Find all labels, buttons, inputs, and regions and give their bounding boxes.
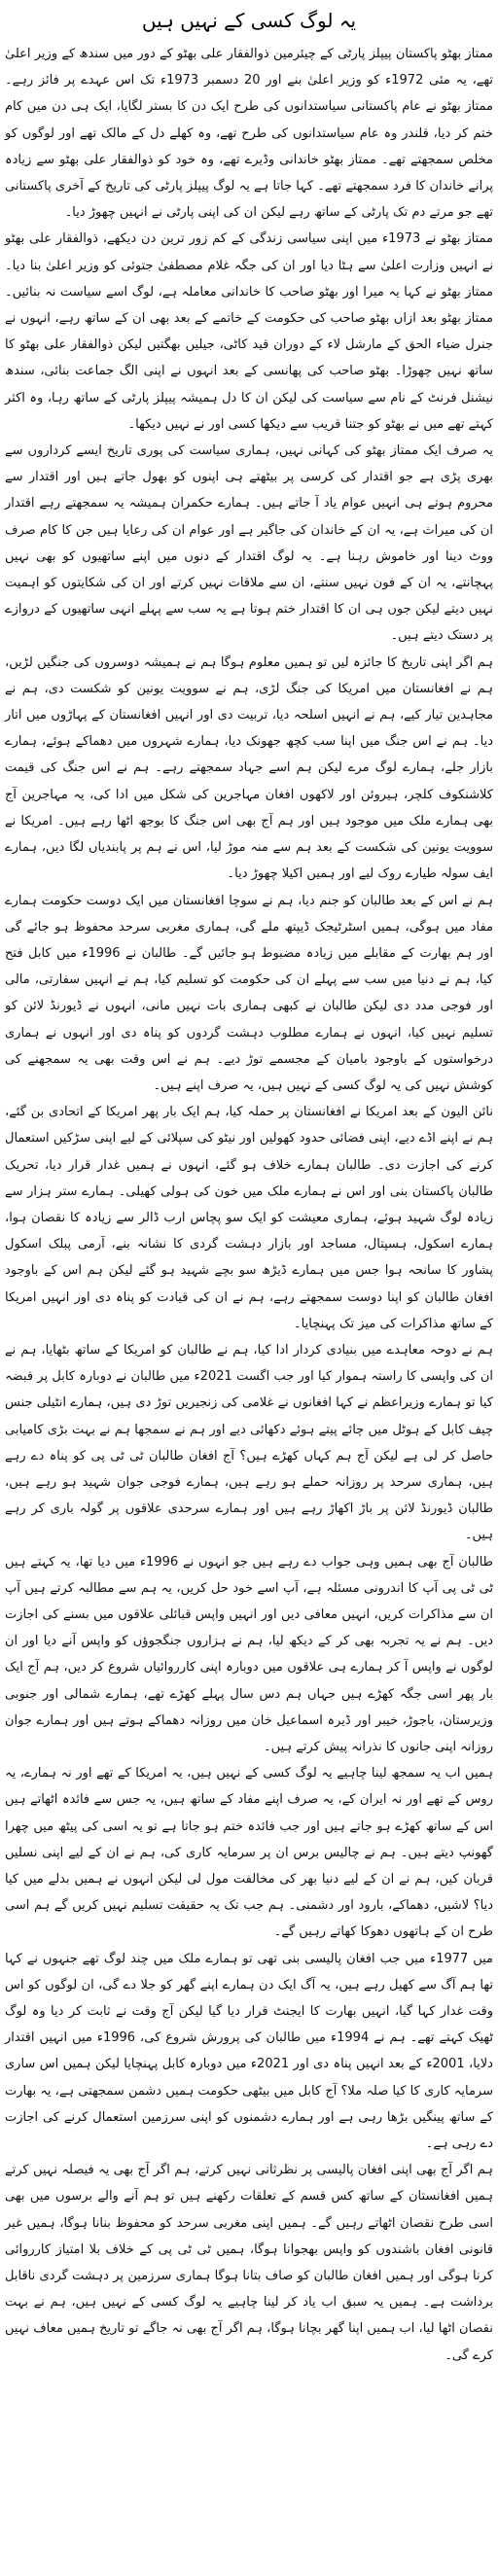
article-paragraph: طالبان آج بھی ہمیں وہی جواب دے رہے ہیں جو انہوں نے 1996ء میں دیا تھا، یہ کہتے ہیں ٹی ٹی پی آپ کا اندرونی مسئلہ ہے، آپ اسے خود حل کریں، یہ ہم سے مطالبہ کرتے ہیں آپ ان سے مذاکرات کریں، انہیں معافی دیں اور انہیں واپس قبائلی علاقوں میں بسنے کی اجازت دیں۔ ہم نے یہ تجربہ بھی کر کے دیکھ لیا، ہم نے ہزاروں جنگجوؤں کو واپس آنے دیا اور ان لوگوں نے واپس آ کر ہمارے ہی علاقوں میں دوبارہ اپنی کارروائیاں شروع کر دیں، ہم آج ایک بار پھر اسی جگہ کھڑے ہیں جہاں ہم دس سال پہلے کھڑے تھے، ہمارے شمالی اور جنوبی وزیرستان، باجوڑ، خیبر اور ڈیرہ اسماعیل خان میں روزانہ دھماکے ہوتے ہیں اور ہمارے جوان روزانہ اپنی جانوں کا نذرانہ پیش کرتے ہیں۔ (5, 1554, 493, 1754)
article-paragraph: ہم نے اس کے بعد طالبان کو جنم دیا، ہم نے سوچا افغانستان میں ایک دوست حکومت ہمارے مفاد میں ہوگی، ہمیں اسٹرٹیجک ڈیپتھ ملے گی، ہماری مغربی سرحد محفوظ ہو جائے گی اور ہم بھارت کے مقابلے میں زیادہ مضبوط ہو جائیں گے۔ طالبان نے 1996ء میں کابل فتح کیا، ہم نے دنیا میں سب سے پہلے ان کی حکومت کو تسلیم کیا، ہم نے انہیں سفارتی، مالی اور فوجی مدد دی لیکن طالبان نے کبھی ہماری بات نہیں مانی، انہوں نے ڈیورنڈ لائن کو تسلیم نہیں کیا، انہوں نے ہمارے مطلوب دہشت گردوں کو پناہ دی اور انہوں نے ہماری درخواستوں کے باوجود بامیان کے مجسمے توڑ دیے۔ ہم نے اس وقت بھی یہ سمجھنے کی کوشش نہیں کی یہ لوگ کسی کے نہیں ہیں، یہ صرف اپنے ہیں۔ (5, 893, 493, 1093)
article-paragraph: میں 1977ء میں جب افغان پالیسی بنی تھی تو ہمارے ملک میں چند لوگ تھے جنہوں نے کہا تھا ہم آگ سے کھیل رہے ہیں، یہ آگ ایک دن ہمارے اپنے گھر کو جلا دے گی، ان لوگوں کو اس وقت غدار کہا گیا، انہیں بھارت کا ایجنٹ قرار دیا گیا لیکن آج وقت نے ثابت کر دیا وہ لوگ ٹھیک کہتے تھے۔ ہم نے 1994ء میں طالبان کی پرورش شروع کی، 1996ء میں انہیں اقتدار دلایا، 2001ء کے بعد انہیں پناہ دی اور 2021ء میں دوبارہ کابل پہنچایا لیکن ہمیں اس ساری سرمایہ کاری کا کیا صلہ ملا؟ آج کابل میں بیٹھی حکومت ہمیں دشمن سمجھتی ہے، یہ بھارت کے ساتھ پینگیں بڑھا رہی ہے اور ہمارے دشمنوں کو اپنی سرزمین استعمال کرنے کی اجازت دے رہی ہے۔ (5, 1951, 494, 2152)
article-paragraph: ہم اگر اپنی تاریخ کا جائزہ لیں تو ہمیں معلوم ہوگا ہم نے ہمیشہ دوسروں کی جنگیں لڑیں، ہم نے افغانستان میں امریکا کی جنگ لڑی، ہم نے سوویت یونین کو شکست دی، ہم نے مجاہدین تیار کیے، ہم نے انہیں اسلحہ دیا، تربیت دی اور انہیں افغانستان کے پہاڑوں میں اتار دیا۔ ہم نے اس جنگ میں اپنا سب کچھ جھونک دیا، ہمارے شہروں میں دھماکے ہوئے، ہمارے بازار جلے، ہمارے لوگ مرے لیکن ہم اسے جہاد سمجھتے رہے۔ ہم نے اس جنگ کی قیمت کلاشنکوف کلچر، ہیروئن اور لاکھوں افغان مہاجرین کی شکل میں ادا کی، یہ مہاجرین آج بھی ہمارے ملک میں موجود ہیں اور ہم آج بھی اس جنگ کا بوجھ اٹھا رہے ہیں۔ امریکا نے سوویت یونین کی شکست کے بعد ہم سے منہ موڑ لیا، اس نے ہم پر پابندیاں لگا دیں، ہمارے ایف سولہ طیارے روک لیے اور ہمیں اکیلا چھوڑ دیا۔ (5, 654, 493, 882)
article-paragraph: یہ صرف ایک ممتاز بھٹو کی کہانی نہیں، ہماری سیاست کی پوری تاریخ ایسے کرداروں سے بھری پڑی ہے جو اقتدار کی کرسی پر بیٹھتے ہی اپنوں کو بھول جاتے ہیں اور اقتدار سے محروم ہوتے ہی انہیں عوام یاد آ جاتے ہیں۔ ہمارے حکمران ہمیشہ یہ سمجھتے رہے اقتدار ان کی میراث ہے، یہ ان کے خاندان کی جاگیر ہے اور عوام ان کی رعایا ہیں جن کا کام صرف ووٹ دینا اور خاموش رہنا ہے۔ یہ لوگ اقتدار کے دنوں میں اپنے ساتھیوں کو بھی نہیں پہچانتے، یہ ان کے فون نہیں سنتے، ان سے ملاقات نہیں کرتے اور ان کی شکایتوں کو اہمیت نہیں دیتے لیکن جوں ہی ان کا اقتدار ختم ہوتا ہے یہ سب سے پہلے انہی ساتھیوں کے دروازے پر دستک دیتے ہیں۔ (5, 443, 493, 644)
article-paragraph: ہم نے دوحہ معاہدے میں بنیادی کردار ادا کیا، ہم نے طالبان کو امریکا کے ساتھ بٹھایا، ہم نے ان کی واپسی کا راستہ ہموار کیا اور جب اگست 2021ء میں طالبان نے دوبارہ کابل پر قبضہ کیا تو ہمارے وزیراعظم نے کہا افغانوں نے غلامی کی زنجیریں توڑ دی ہیں، ہمارے انٹیلی جنس چیف کابل کے ہوٹل میں چائے پیتے ہوئے دکھائی دیے اور ہم نے سمجھا ہم نے بہت بڑی کامیابی حاصل کر لی ہے لیکن آج ہم کہاں کھڑے ہیں؟ آج افغان طالبان ٹی ٹی پی کو پناہ دے رہے ہیں، ہماری سرحد پر روزانہ حملے ہو رہے ہیں، ہمارے فوجی جوان شہید ہو رہے ہیں، طالبان ڈیورنڈ لائن پر باڑ اکھاڑ رہے ہیں اور ہمارے سرحدی علاقوں پر گولہ باری کر رہے ہیں۔ (5, 1342, 493, 1543)
article-paragraph: نائن الیون کے بعد امریکا نے افغانستان پر حملہ کیا، ہم ایک بار پھر امریکا کے اتحادی بن گئے، ہم نے اپنے اڈے دیے، اپنی فضائی حدود کھولیں اور نیٹو کی سپلائی کے لیے اپنی سڑکیں استعمال کرنے کی اجازت دی۔ طالبان ہمارے خلاف ہو گئے، انہوں نے ہمیں غدار قرار دیا، تحریک طالبان پاکستان بنی اور اس نے ہمارے ملک میں خون کی ہولی کھیلی۔ ہمارے ستر ہزار سے زیادہ لوگ شہید ہوئے، ہماری معیشت کو ایک سو پچاس ارب ڈالر سے زیادہ کا نقصان ہوا، ہمارے اسکول، ہسپتال، مساجد اور بازار دہشت گردی کا نشانہ بنے، آرمی پبلک اسکول پشاور کا سانحہ ہوا جس میں ہمارے ڈیڑھ سو بچے شہید ہو گئے لیکن ہم اس کے باوجود افغان طالبان کو اپنا دوست سمجھتے رہے، ہم نے ان کی قیادت کو پناہ دی اور انہیں امریکا کے ساتھ مذاکرات کی میز تک پہنچایا۔ (5, 1105, 493, 1331)
article-headline: یہ لوگ کسی کے نہیں ہیں (141, 9, 357, 32)
article-paragraph: ہمیں اب یہ سمجھ لینا چاہیے یہ لوگ کسی کے نہیں ہیں، یہ امریکا کے تھے اور نہ ہمارے، یہ روس کے تھے اور نہ ایران کے، یہ صرف اپنے مفاد کے ساتھ ہیں، یہ جس سے فائدہ اٹھاتے ہیں اس کے ساتھ کھڑے ہو جاتے ہیں اور جب فائدہ ختم ہو جاتا ہے تو یہ اسی کی پیٹھ میں چھرا گھونپ دیتے ہیں۔ ہم نے چالیس برس ان پر سرمایہ کاری کی، ہم نے ان کے لیے اپنی نسلیں قربان کیں، ہم نے ان کے لیے دنیا بھر کی مخالفت مول لی لیکن انہوں نے ہمیں بدلے میں کیا دیا؟ لاشیں، دھماکے، بارود اور دشمنی۔ ہم جب تک یہ حقیقت تسلیم نہیں کریں گے ہم اسی طرح ان کے ہاتھوں دھوکا کھاتے رہیں گے۔ (5, 1766, 493, 1940)
article-paragraph: ممتاز بھٹو نے 1973ء میں اپنی سیاسی زندگی کے کم زور ترین دن دیکھے، ذوالفقار علی بھٹو نے انہیں وزارت اعلیٰ سے ہٹا دیا اور ان کی جگہ غلام مصطفیٰ جتوئی کو وزیر اعلیٰ بنا دیا۔ ممتاز بھٹو نے کہا یہ میرا اور بھٹو صاحب کا خاندانی معاملہ ہے، لوگ اسے سیاست نہ بنائیں۔ ممتاز بھٹو بعد ازاں بھٹو صاحب کی حکومت کے خاتمے کے بعد بھی ان کے ساتھ رہے، انہوں نے جنرل ضیاء الحق کے مارشل لاء کے دوران قید کاٹی، جیلیں بھگتیں لیکن ذوالفقار علی بھٹو کا ساتھ نہیں چھوڑا۔ بھٹو صاحب کی پھانسی کے بعد انہوں نے اپنی الگ جماعت بنائی، سندھ نیشنل فرنٹ کے نام سے سیاست کی لیکن ان کا دل ہمیشہ پیپلز پارٹی کے ساتھ رہا، وہ اکثر کہتے تھے میں نے بھٹو کو جتنا قریب سے دیکھا کسی اور نے نہیں دیکھا۔ (5, 231, 493, 432)
article-paragraph: ممتاز بھٹو پاکستان پیپلز پارٹی کے چیئرمین ذوالفقار علی بھٹو کے دور میں سندھ کے وزیر اعلیٰ تھے، یہ مئی 1972ء کو وزیر اعلیٰ بنے اور 20 دسمبر 1973ء تک اس عہدے پر فائز رہے۔ ممتاز بھٹو نے عام پاکستانی سیاستدانوں کی طرح ایک دن کا بستر لگایا، ایک ہی دن میں کام ختم کر دیا، قلندر وہ عام سیاستدانوں کی طرح تھے، وہ کھلے دل کے مالک تھے اور لوگوں کو مخلص سمجھتے تھے۔ ممتاز بھٹو خاندانی وڈیرے تھے، وہ خود کو ذوالفقار علی بھٹو سے زیادہ پرانے خاندان کا فرد سمجھتے تھے۔ کہا جاتا ہے یہ لوگ پیپلز پارٹی کی تاریخ کے آخری پاکستانی تھے جو مرتے دم تک پارٹی کے ساتھ رہے لیکن ان کی اپنی پارٹی نے انہیں چھوڑ دیا۔ (5, 47, 494, 221)
article-body (5, 41, 493, 2369)
article-paragraph: ہم اگر آج بھی اپنی افغان پالیسی پر نظرثانی نہیں کرتے، ہم اگر آج بھی یہ فیصلہ نہیں کرتے ہمیں افغانستان کے ساتھ کس قسم کے تعلقات رکھنے ہیں تو ہم آنے والے برسوں میں بھی اسی طرح نقصان اٹھاتے رہیں گے۔ ہمیں اپنی مغربی سرحد کو محفوظ بنانا ہوگا، ہمیں غیر قانونی افغان باشندوں کو واپس بھجوانا ہوگا، ہمیں ٹی ٹی پی کے خلاف بلا امتیاز کارروائی کرنا ہوگی اور ہمیں افغان طالبان کو صاف بتانا ہوگا ہماری سرزمین پر دہشت گردی ناقابل برداشت ہے۔ ہمیں یہ سبق اب یاد کر لینا چاہیے یہ لوگ کسی کے نہیں ہیں، ہم نے بہت نقصان اٹھا لیا، اب ہمیں اپنا گھر بچانا ہوگا، ہم اگر آج بھی نہ جاگے تو تاریخ ہمیں معاف نہیں کرے گی۔ (5, 2163, 493, 2363)
